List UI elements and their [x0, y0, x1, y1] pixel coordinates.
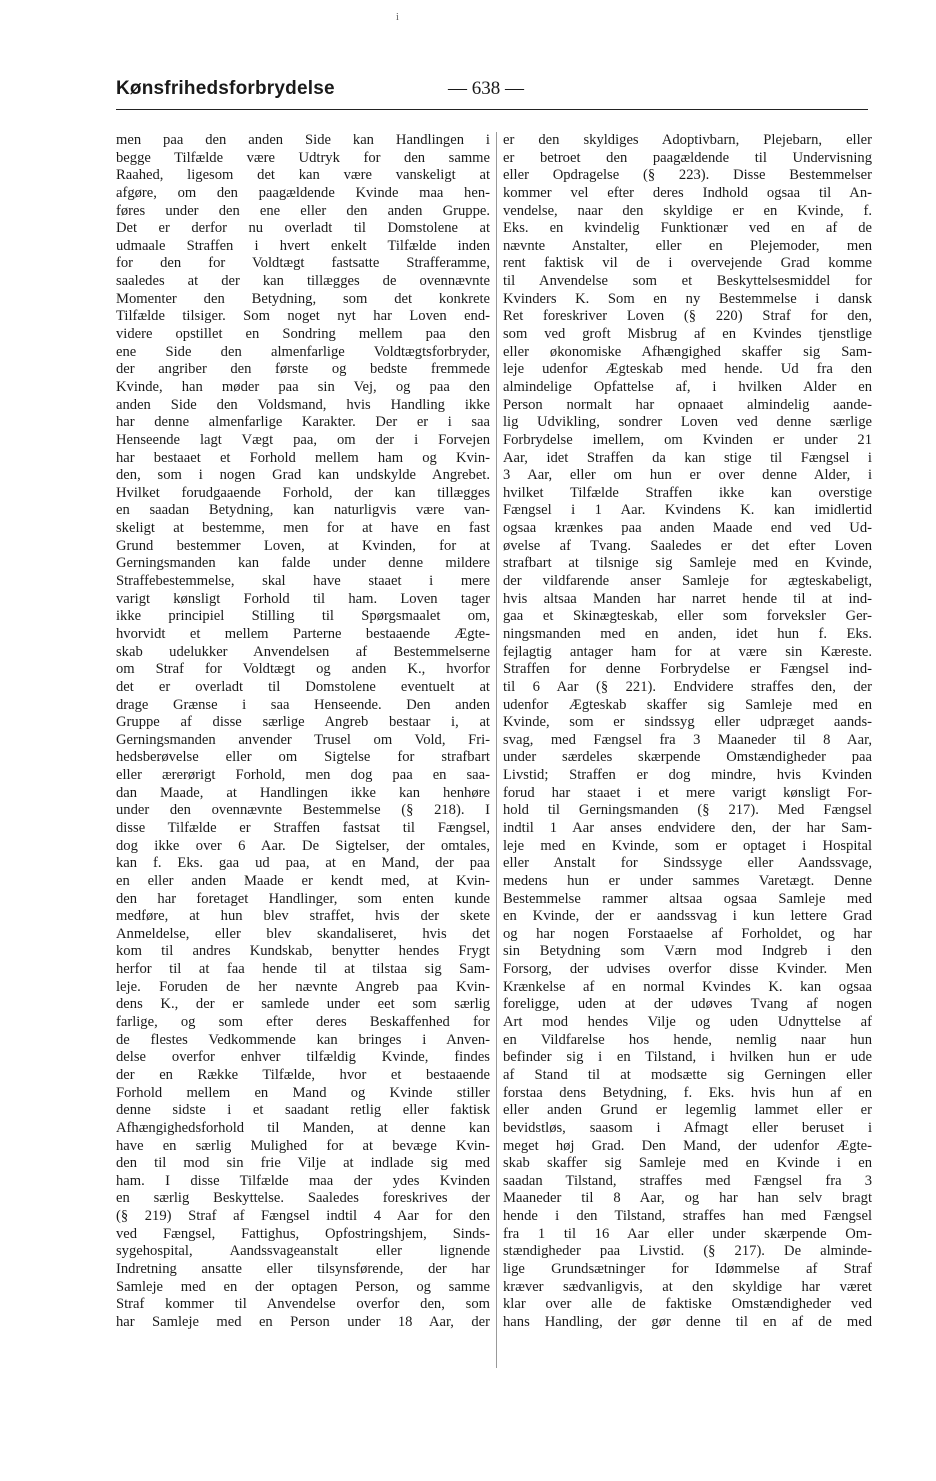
text-line: øvelse af Tvang. Saaledes er det efter Loven [503, 537, 872, 554]
text-line: skeligt at bestemme, men for at have en fast [116, 520, 490, 537]
text-line: hedsberøvelse eller om Sigtelse for strafbart [116, 749, 490, 766]
page-header [116, 78, 874, 108]
text-line: Samleje med en der optagen Person, og samme [116, 1278, 490, 1295]
text-line: bevidstløs, saasom i Afmagt eller beruset i [503, 1119, 872, 1136]
text-line: afgøre, om den paagældende Kvinde maa hen- [116, 184, 490, 201]
text-line: ikke principiel Stilling til Spørgsmaalet om, [116, 608, 490, 625]
text-line: Maaneder til 8 Aar, og har han selv bragt [503, 1190, 872, 1207]
text-line: farlige, og som efter deres Beskaffenhed for [116, 1014, 490, 1031]
text-line: hvilket Tilfælde Straffen ikke kan overstige [503, 484, 872, 501]
header-rule [116, 109, 868, 110]
text-line: eller Opdragelse (§ 223). Disse Bestemmelser [503, 167, 872, 184]
text-line: der en Række Tilfælde, hvor et bestaaende [116, 1066, 490, 1083]
text-line: varigt kønsligt Forhold til ham. Loven tager [116, 590, 490, 607]
text-line: Momenter den Betydning, som det konkrete [116, 290, 490, 307]
text-line: for den for Voldtægt fastsatte Strafferamme, [116, 255, 490, 272]
text-line: det er overladt til Domstolene eventuelt at [116, 678, 490, 695]
text-line: Kvinde, som er sindssyg eller udpræget aands- [503, 714, 872, 731]
text-line: svag, med Fængsel fra 3 Maaneder til 8 Aar, [503, 731, 872, 748]
text-line: hold til Gerningsmanden (§ 217). Med Fængsel [503, 802, 872, 819]
text-line: af Stand til at modsætte sig Gerningen eller [503, 1066, 872, 1083]
text-line: Straffebestemmelse, skal have staaet i mere [116, 573, 490, 590]
text-line: dog ikke over 6 Aar. De Sigtelser, der omtales, [116, 837, 490, 854]
text-line: stændigheder paa Livstid. (§ 217). De alminde- [503, 1243, 872, 1260]
text-line: har Samleje med en Person under 18 Aar, der [116, 1313, 490, 1330]
text-line: kan f. Eks. gaa ud paa, at en Mand, der paa [116, 855, 490, 872]
text-line: der angriber den første og bedste fremmede [116, 361, 490, 378]
text-line: medens hun er under sammes Varetægt. Denne [503, 872, 872, 889]
right-column [503, 132, 872, 1332]
text-line: kom til andres Kundskab, benytter hendes Frygt [116, 943, 490, 960]
text-line: lige Grundsætninger for Idømmelse af Straf [503, 1261, 872, 1277]
text-line: hvorvidt et mellem Parterne bestaaende Ægte- [116, 625, 490, 642]
text-line: Gruppe af disse særlige Angreb bestaar i, at [116, 714, 490, 731]
text-line: en særlig Beskyttelse. Saaledes foreskrives der [116, 1190, 490, 1207]
text-line: leje udenfor Ægteskab med hende. Ud fra den [503, 361, 872, 378]
text-line: saaledes at der kan tillægges de ovennævnte [116, 273, 490, 290]
text-line: gaa et Skinægteskab, eller som forveksler Ger- [503, 608, 872, 625]
text-line: forud har staaet i et mere varigt kønsligt For- [503, 784, 872, 801]
text-line: sin Betydning som Værn mod Indgreb i den [503, 943, 872, 960]
text-line: almindelige Opfattelse af, i hvilken Alder en [503, 378, 872, 395]
text-line: Forbrydelse imellem, om Kvinden er under 21 [503, 431, 872, 448]
text-line: strafbart at tilsnige sig Samleje med en Kvinde, [503, 555, 872, 572]
scan-mark: i [396, 12, 399, 23]
text-line: disse Tilfælde er Straffen fastsat til Fængsel, [116, 819, 490, 836]
text-line: meget høj Grad. Den Mand, der udenfor Ægte- [503, 1137, 872, 1154]
text-line: er den skyldiges Adoptivbarn, Plejebarn, eller [503, 132, 872, 148]
text-line: klar over alle de faktiske Omstændigheder ved [503, 1296, 872, 1313]
text-line: Henseende lagt Vægt paa, om der i Forvejen [116, 431, 490, 448]
text-line: leje med en Kvinde, som er optaget i Hospital [503, 837, 872, 854]
text-line: Raahed, ligesom det kan være vanskeligt at [116, 167, 490, 184]
text-line: en eller anden Maade er kendt med, at Kvin- [116, 872, 490, 889]
text-line: har bestaaet et Forhold mellem ham og Kvin- [116, 449, 490, 466]
text-line: Aar, idet Straffen da kan stige til Fængsel i [503, 449, 872, 466]
text-line: som ved groft Misbrug af en Kvindes tjenstlige [503, 326, 872, 343]
text-line: til 6 Aar (§ 221). Endvidere straffes den, der [503, 678, 872, 695]
text-line: til Anvendelse som et Beskyttelsesmiddel for [503, 273, 872, 290]
text-line: eller økonomiske Afhængighed skaffer sig Sam- [503, 343, 872, 360]
text-line: Hvilket forudgaaende Forhold, der kan tillægges [116, 484, 490, 501]
text-line: hvis altsaa Manden har narret hende til at ind- [503, 590, 872, 607]
text-line: (§ 219) Straf af Fængsel indtil 4 Aar for den [116, 1208, 490, 1225]
column-divider [496, 132, 497, 1368]
text-line: Person normalt har opnaaet almindelig aande- [503, 396, 872, 413]
text-line: kræver sædvanligvis, at den skyldige har været [503, 1278, 872, 1295]
text-line: de flestes Vedkommende kan bringes i Anven- [116, 1031, 490, 1048]
text-line: den, som i nogen Grad kan undskylde Angrebet. [116, 467, 490, 484]
text-line: sygehospital, Aandssvageanstalt eller lignende [116, 1243, 490, 1260]
text-line: er betroet den paagældende til Undervisning [503, 149, 872, 166]
text-line: Art mod hendes Vilje og uden Udnyttelse af [503, 1014, 872, 1031]
text-line: videre opstillet en Sondring mellem paa den [116, 326, 490, 343]
text-line: indtil 1 Aar anses endvidere den, der har Sam- [503, 819, 872, 836]
text-line: Kvinders K. Som en ny Bestemmelse i dansk [503, 290, 872, 307]
text-line: ham. I disse Tilfælde maa der ydes Kvinden [116, 1172, 490, 1189]
text-line: Bestemmelse rammer altsaa ogsaa Samleje med [503, 890, 872, 907]
text-line: Tilfælde tilsiger. Som noget nyt har Loven end- [116, 308, 490, 325]
text-line: ogsaa krænkes paa anden Maade end ved Ud- [503, 520, 872, 537]
text-line: rent faktisk vil de i overvejende Grad komme [503, 255, 872, 272]
text-line: Indretning ansatte eller tilsynsførende, der har [116, 1261, 490, 1277]
text-line: Krænkelse af en normal Kvindes K. kan ogsaa [503, 978, 872, 995]
text-line: hans Handling, der gør denne til en af de med [503, 1313, 872, 1330]
text-line: nævnte Anstalter, eller en Plejemoder, men [503, 237, 872, 254]
text-line: 3 Aar, eller om hun er over denne Alder, i [503, 467, 872, 484]
text-line: under den ovennævnte Bestemmelse (§ 218). I [116, 802, 490, 819]
text-line: om Straf for Voldtægt og anden K., hvorfor [116, 661, 490, 678]
text-line: Grund bestemmer Loven, at Kvinden, for at [116, 537, 490, 554]
text-line: Anmeldelse, eller blev skandaliseret, hvis det [116, 925, 490, 942]
text-line: dan Maade, at Handlingen ikke kan henhøre [116, 784, 490, 801]
text-line: Ret foreskriver Loven (§ 220) Straf for den, [503, 308, 872, 325]
text-line: eller ærerørigt Forhold, men dog paa en saa- [116, 767, 490, 784]
text-line: Fængsel i 1 Aar. Kvindens K. kan imidlertid [503, 502, 872, 519]
text-line: begge Tilfælde være Udtryk for den samme [116, 149, 490, 166]
text-line: ved Fængsel, Fattighus, Opfostringshjem, Sinds- [116, 1225, 490, 1242]
text-line: der vildfarende anser Samleje for ægteskabeligt, [503, 573, 872, 590]
text-line: udenfor Ægteskab skaffer sig Samleje med en [503, 696, 872, 713]
text-line: en Kvinde, der er aandssvag i kun lettere Grad [503, 908, 872, 925]
text-line: den har foretaget Handlinger, som enten kunde [116, 890, 490, 907]
text-line: saadan Tilstand, straffes med Fængsel fra 3 [503, 1172, 872, 1189]
text-line: delse overfor enhver tilfældig Kvinde, findes [116, 1049, 490, 1066]
text-line: føres under den ene eller den anden Gruppe. [116, 202, 490, 219]
text-line: herfor til at faa hende til at tilstaa sig Sam- [116, 961, 490, 978]
text-line: har denne almenfarlige Karakter. Der er i saa [116, 414, 490, 431]
text-line: hende i den Tilstand, straffes han med Fængsel [503, 1208, 872, 1225]
text-line: foreligge, uden at der udøves Tvang af nogen [503, 996, 872, 1013]
text-line: Forsorg, der udvises overfor disse Kvinder. Men [503, 961, 872, 978]
text-line: befinder sig i en Tilstand, i hvilken hun er ude [503, 1049, 872, 1066]
text-line: medføre, at hun blev straffet, hvis der skete [116, 908, 490, 925]
text-line: under særdeles skærpende Omstændigheder paa [503, 749, 872, 766]
text-line: Kvinde, han møder paa sin Vej, og paa den [116, 378, 490, 395]
running-title: Kønsfrihedsforbrydelse [116, 78, 335, 99]
left-column [116, 132, 490, 1332]
text-line: drage Grænse i saa Henseende. Den anden [116, 696, 490, 713]
text-line: have en særlig Mulighed for at bevæge Kvin- [116, 1137, 490, 1154]
text-line: fra 1 til 16 Aar eller under skærpende Om- [503, 1225, 872, 1242]
text-line: vendelse, naar den skyldige er en Kvinde, f. [503, 202, 872, 219]
text-line: skab udelukker Anvendelsen af Bestemmelserne [116, 643, 490, 660]
text-line: lig Udvikling, sondrer Loven ved denne særlige [503, 414, 872, 431]
text-line: og har nogen Forstaaelse af Forholdet, og har [503, 925, 872, 942]
text-line: en Vildfarelse hos hende, nemlig naar hun [503, 1031, 872, 1048]
text-line: Gerningsmanden anvender Trusel om Vold, Fri- [116, 731, 490, 748]
text-line: Eks. en kvindelig Funktionær ved en af de [503, 220, 872, 237]
text-line: Livstid; Straffen er dog mindre, hvis Kvinden [503, 767, 872, 784]
page-number: — 638 — [448, 78, 524, 99]
text-line: udmaale Straffen i hvert enkelt Tilfælde inden [116, 237, 490, 254]
text-line: ningsmanden med en anden, idet hun f. Eks. [503, 625, 872, 642]
text-line: men paa den anden Side kan Handlingen i [116, 132, 490, 148]
text-line: fejlagtig antager ham for at være sin Kæreste. [503, 643, 872, 660]
text-line: Forhold mellem en Mand og Kvinde stiller [116, 1084, 490, 1101]
text-line: eller Anstalt for Sindssyge eller Aandssvage, [503, 855, 872, 872]
text-line: Gerningsmanden kan falde under denne mildere [116, 555, 490, 572]
text-line: denne sidste i et saadant retlig eller faktisk [116, 1102, 490, 1119]
text-line: Straffen for denne Forbrydelse er Fængsel ind- [503, 661, 872, 678]
text-line: forstaa dens Betydning, f. Eks. hvis hun af en [503, 1084, 872, 1101]
text-line: kommer vel efter deres Indhold ogsaa til An- [503, 184, 872, 201]
text-line: skab skaffer sig Samleje med en Kvinde i en [503, 1155, 872, 1172]
text-line: ene Side den almenfarlige Voldtægtsforbryder, [116, 343, 490, 360]
text-line: den til mod sin frie Vilje at indlade sig med [116, 1155, 490, 1172]
text-line: en saadan Betydning, kan naturligvis være van- [116, 502, 490, 519]
text-line: Det er derfor nu overladt til Domstolene at [116, 220, 490, 237]
text-line: eller anden Grund er legemlig lammet eller er [503, 1102, 872, 1119]
text-line: Straf kommer til Anvendelse overfor den, som [116, 1296, 490, 1313]
text-line: anden Side den Voldsmand, hvis Handling ikke [116, 396, 490, 413]
text-line: Afhængighedsforhold til Manden, at denne kan [116, 1119, 490, 1136]
text-line: leje. Foruden de her nævnte Angreb paa Kvin- [116, 978, 490, 995]
text-line: dens K., der er samlede under eet som særlig [116, 996, 490, 1013]
